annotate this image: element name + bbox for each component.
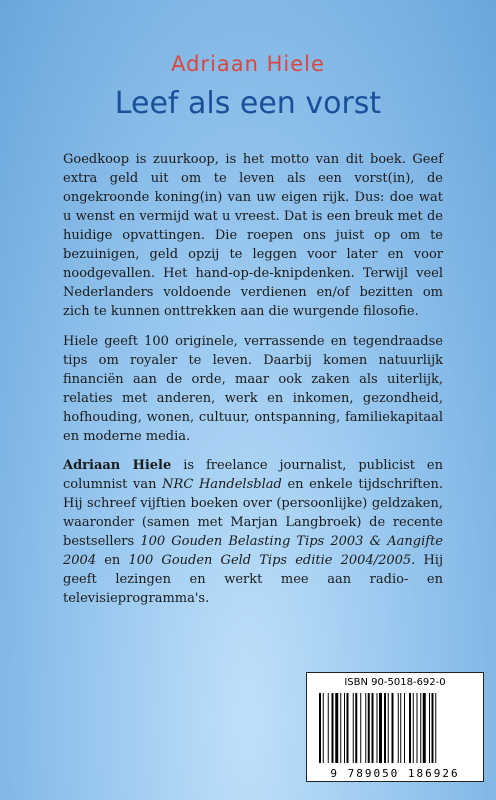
description-paragraph-2: Hiele geeft 100 originele, verrassende en tegendraadse tips om royaler te leven. Daarbij komen natuurlijk financiën aan de orde, maar ook zaken als uiterlijk, relaties met anderen, werk en inkomen, gezondheid, hofhouding, wonen, cultuur, ontspanning, familiekapitaal en moderne media. <box>63 334 443 444</box>
author-bio-text-1: is freelance journalist, publicist en columnist van <box>63 458 443 492</box>
barcode-bar <box>328 693 329 763</box>
barcode-bar <box>432 693 434 763</box>
description-paragraph-1: Goedkoop is zuurkoop, is het motto van dit boek. Geef extra geld uit om te leven als een vorst(in), de ongekroonde koning(in) van uw eigen rijk. Dus: doe wat u wenst en vermijd wat u vreest. Dat is een breuk met de huidige opvattingen. Die roepen ons juist op om te bezuinigen, geld opzij te leggen voor later en voor noodgevallen. Het hand-op-de-knipdenken. Terwijl veel Nederlanders voldoende verdienen en/of bezitten om zich te kunnen onttrekken aan die wurgende filosofie. <box>63 152 443 319</box>
author-bio-paragraph <box>63 456 443 608</box>
barcode-bar <box>420 693 421 763</box>
barcode-bar <box>335 693 338 763</box>
author-bio-text-2: en enkele tijdschriften. Hij schreef vijftien boeken over (persoonlijke) geldzaken, waaronder (samen met Marjan Langbroek) de recente bestsellers <box>63 477 443 549</box>
barcode-bar <box>392 693 394 763</box>
barcode-bar <box>384 693 386 763</box>
author-name: Adriaan Hiele <box>171 52 325 76</box>
isbn-label: ISBN 90-5018-692-0 <box>344 677 446 688</box>
barcode-bar <box>379 693 382 763</box>
barcode-bar <box>323 693 324 763</box>
book-title-1: 100 Gouden Belasting Tips 2003 & Aangifte 2004 <box>63 534 443 568</box>
barcode-bar <box>365 693 366 763</box>
barcode-bar <box>377 693 378 763</box>
newspaper-name: NRC Handelsblad <box>162 477 282 492</box>
book-title-2: 100 Gouden Geld Tips editie 2004/2005 <box>128 553 412 568</box>
barcode-bar <box>372 693 374 763</box>
author-bio-text-4: . Hij geeft lezingen en werkt mee aan radio- en televisieprogramma's. <box>63 553 443 606</box>
author-bio-text-3: en <box>96 553 129 568</box>
barcode-bar <box>344 693 345 763</box>
barcode-bar <box>413 693 414 763</box>
barcode-bar <box>368 693 370 763</box>
barcode-bar <box>417 693 418 763</box>
author-bio-name: Adriaan Hiele <box>63 458 172 473</box>
barcode-bar <box>404 693 405 763</box>
barcode-bar <box>400 693 401 763</box>
barcode-bar <box>355 693 357 763</box>
barcode-icon <box>319 693 471 763</box>
barcode-box <box>306 672 484 782</box>
barcode-digits: 9 789050 186926 <box>330 767 460 780</box>
barcode-bar <box>435 693 436 763</box>
barcode-bar <box>347 693 349 763</box>
barcode-bar <box>409 693 411 763</box>
barcode-bar <box>353 693 354 763</box>
barcode-bar <box>340 693 341 763</box>
book-title: Leef als een vorst <box>114 86 382 121</box>
barcode-bar <box>388 693 389 763</box>
barcode-bar <box>398 693 399 763</box>
barcode-bar <box>423 693 426 763</box>
barcode-bar <box>319 693 321 763</box>
barcode-bar <box>429 693 430 763</box>
barcode-bar <box>360 693 361 763</box>
barcode-bar <box>332 693 334 763</box>
